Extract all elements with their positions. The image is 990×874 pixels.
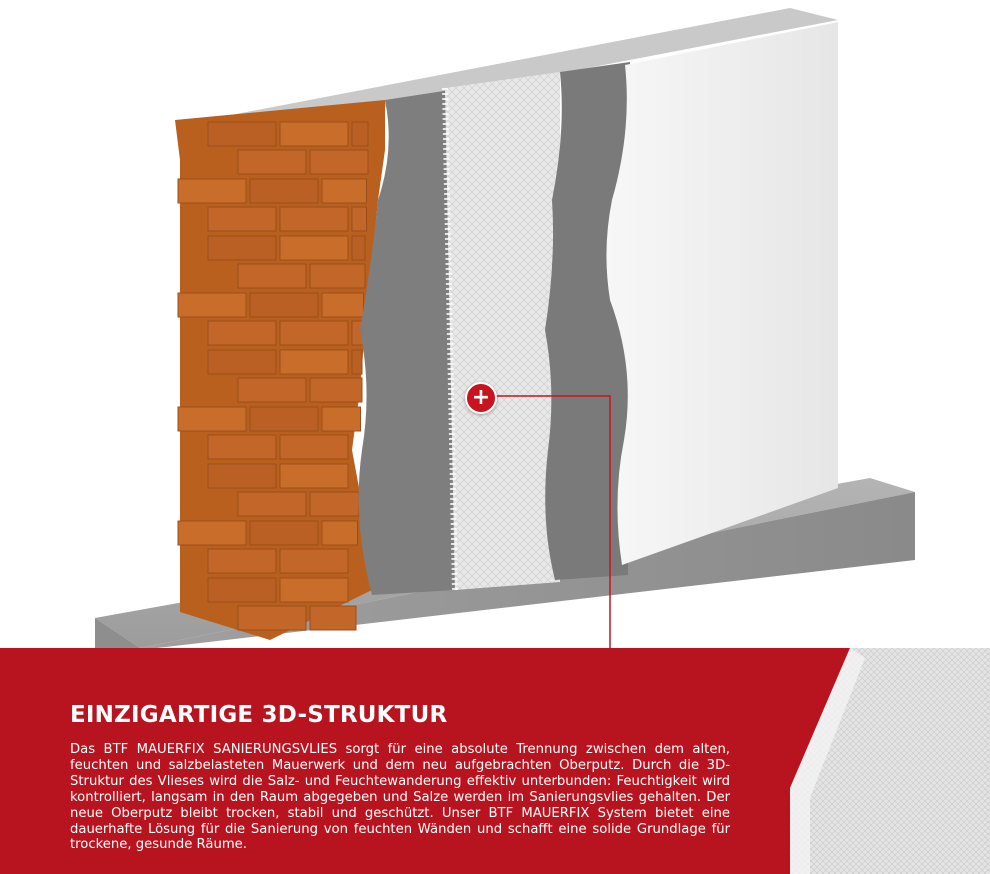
brick [280,207,348,231]
brick [208,122,276,146]
brick [238,150,306,174]
brick [208,578,276,602]
brick [250,521,318,545]
brick [352,207,367,231]
brick [280,578,348,602]
brick [322,293,364,317]
brick [280,435,348,459]
brick [322,521,358,545]
brick [208,464,276,488]
brick [238,606,306,630]
brick-masonry [175,100,385,640]
finish-coat-layer [606,22,838,565]
brick [322,179,367,203]
brick [280,122,348,146]
brick [178,407,246,431]
brick [322,407,361,431]
brick [310,150,368,174]
sanierungsvlies-layer [445,72,560,590]
brick [178,179,246,203]
brick [238,378,306,402]
brick [280,549,348,573]
brick [238,492,306,516]
brick [208,350,276,374]
plus-circle-icon[interactable]: + [465,382,497,414]
brick [280,236,348,260]
brick [250,179,318,203]
brick [310,378,362,402]
section-description: Das BTF MAUERFIX SANIERUNGSVLIES sorgt für eine absolute Trennung zwischen dem alten, feuchten und salzbelasteten Mauerwerk und dem neu aufgebrachten Oberputz. Durch die 3D-Struktur des Vlieses wird die Salz- und Feuchtewanderung effektiv unterbunden: Feuchtigkeit wird kontrolliert, langsam in den Raum abgegeben und Salze werden im Sanierungsvlies gehalten. Der neue Oberputz bleibt trocken, stabil und geschützt. Unser BTF MAUERFIX System bietet eine dauerhafte Lösung für die Sanierung von feuchten Wänden und schafft eine solide Grundlage für trockene, gesunde Räume. [70,742,730,853]
section-title: EINZIGARTIGE 3D-STRUKTUR [70,702,448,728]
brick [208,549,276,573]
brick [208,236,276,260]
brick [352,350,362,374]
brick [310,264,365,288]
brick [238,264,306,288]
brick [178,521,246,545]
brick [310,492,359,516]
brick [208,321,276,345]
brick [208,207,276,231]
fleece-closeup-image [790,648,990,874]
brick [250,407,318,431]
brick [280,350,348,374]
brick [208,435,276,459]
brick [352,122,368,146]
brick [250,293,318,317]
brick [352,236,365,260]
brick [310,606,356,630]
brick [178,293,246,317]
brick [280,321,348,345]
brick [280,464,348,488]
